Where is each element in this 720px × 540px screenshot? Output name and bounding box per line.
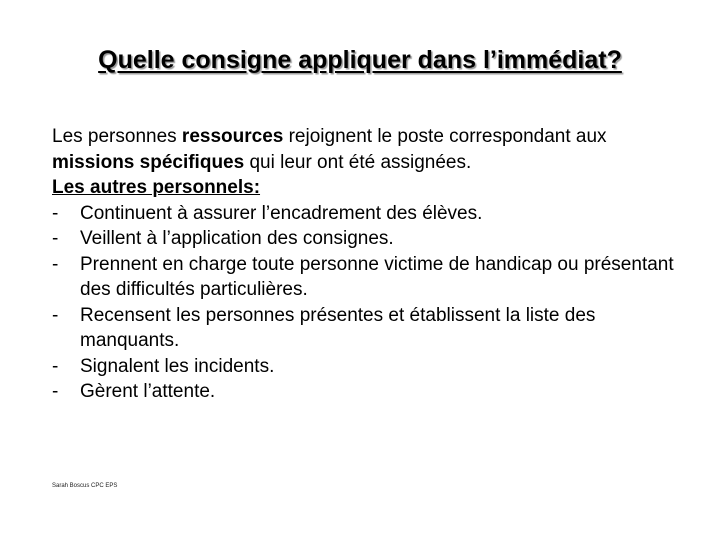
intro-paragraph bbox=[52, 124, 692, 175]
intro-text-3: qui leur ont été assignées. bbox=[244, 151, 472, 173]
list-item-text: Veillent à l’application des consignes. bbox=[80, 228, 394, 249]
list-item bbox=[52, 201, 692, 227]
bullet-dash: - bbox=[52, 304, 59, 326]
bullet-dash: - bbox=[52, 228, 59, 249]
bullet-dash: - bbox=[52, 202, 59, 224]
list-item bbox=[52, 303, 692, 354]
intro-bold-ressources: ressources bbox=[181, 126, 284, 147]
bullet-dash: - bbox=[52, 253, 59, 275]
intro-text-2: rejoignent le poste correspondant aux bbox=[283, 126, 607, 147]
list-item-text: Signalent les incidents. bbox=[80, 355, 275, 377]
list-item-text: Recensent les personnes présentes et établissent la liste des manquants. bbox=[80, 304, 596, 351]
bullet-dash: - bbox=[52, 381, 59, 402]
list-item bbox=[52, 226, 692, 252]
list-item bbox=[52, 252, 692, 303]
list-item bbox=[52, 379, 692, 405]
subheading: Les autres personnels: bbox=[52, 177, 261, 198]
list-item bbox=[52, 354, 692, 380]
slide-body bbox=[52, 124, 692, 405]
slide-title: Quelle consigne appliquer dans l’immédiat? bbox=[98, 46, 622, 74]
intro-text-1: Les personnes bbox=[52, 126, 182, 147]
intro-bold-missions: missions spécifiques bbox=[52, 151, 245, 173]
list-item-text: Continuent à assurer l’encadrement des élèves. bbox=[80, 202, 483, 224]
footer-author: Sarah Boscus CPC EPS bbox=[52, 483, 118, 489]
item-list bbox=[52, 201, 692, 405]
bullet-dash: - bbox=[52, 355, 59, 377]
list-item-text: Prennent en charge toute personne victime de handicap ou présentant des difficultés particulières. bbox=[80, 253, 674, 300]
list-item-text: Gèrent l’attente. bbox=[80, 381, 216, 402]
